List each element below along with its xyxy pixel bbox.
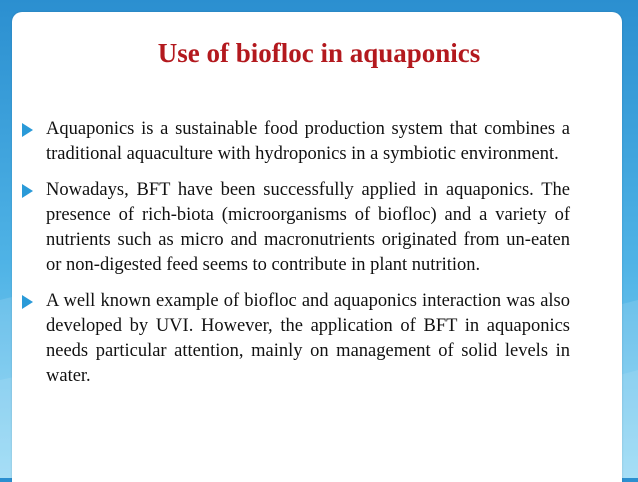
bullet-text: A well known example of biofloc and aquaponics interaction was also developed by UVI. However, the application of BFT in aquaponics needs particular attention, mainly on management of solid levels in water. [46, 291, 570, 386]
triangle-right-icon [22, 184, 33, 198]
bullet-item [22, 178, 570, 278]
bullet-item [22, 117, 570, 167]
bullet-item [22, 289, 570, 389]
bullet-list [22, 117, 570, 400]
bullet-text: Nowadays, BFT have been successfully applied in aquaponics. The presence of rich-biota (microorganisms of biofloc) and a variety of nutrients such as micro and macronutrients originated from un-eaten or non-digested feed seems to contribute in plant nutrition. [46, 180, 570, 275]
slide-title: Use of biofloc in aquaponics [157, 38, 481, 68]
triangle-right-icon [22, 295, 33, 309]
triangle-right-icon [22, 123, 33, 137]
bullet-text: Aquaponics is a sustainable food production system that combines a traditional aquaculture with hydroponics in a symbiotic environment. [46, 119, 570, 164]
